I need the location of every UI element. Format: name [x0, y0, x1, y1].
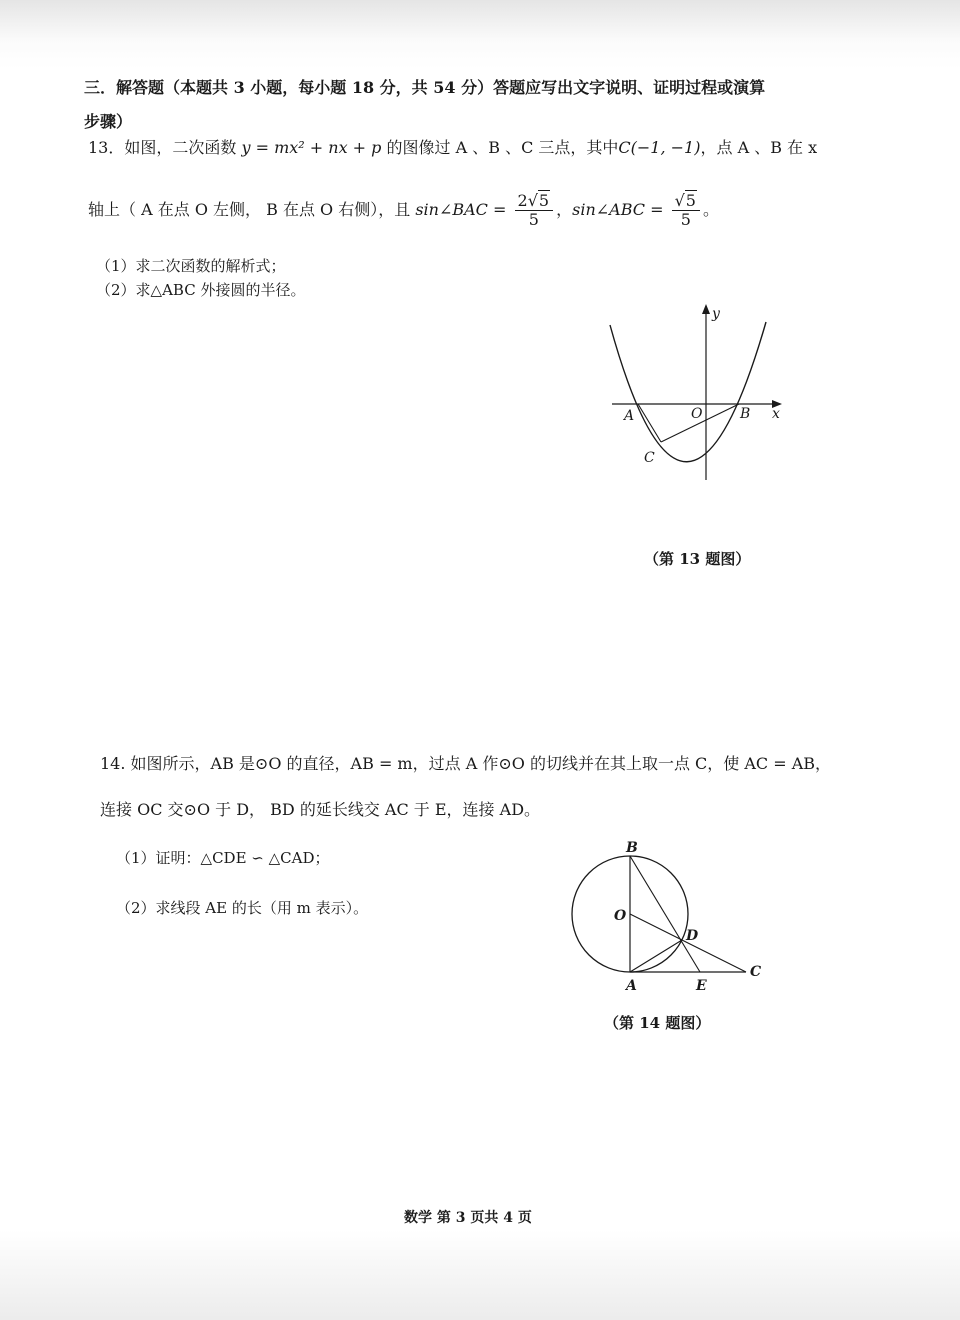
section-header [84, 76, 765, 100]
label-b: B [626, 840, 638, 856]
q14-statement-line2: 连接 OC 交⊙O 于 D， BD 的延长线交 AC 于 E，连接 AD。 [100, 800, 541, 819]
scan-shadow-top [0, 0, 960, 70]
label-o: O [614, 908, 627, 924]
label-c: C [750, 964, 762, 980]
q13-fraction-2sqrt5-over-5: $\frac{2√5}{5}$ [515, 192, 554, 229]
q14-part2: （2）求线段 AE 的长（用 m 表示）。 [116, 899, 369, 917]
label-c: C [644, 450, 655, 466]
q14-circle-figure [566, 836, 776, 996]
q13-point-c: C(−1, −1) [618, 138, 701, 157]
q14-statement-line1: 14. 如图所示，AB 是⊙O 的直径，AB = m，过点 A 作⊙O 的切线并在其上取一点 C，使 AC = AB， [100, 754, 832, 773]
label-o: O [691, 406, 703, 422]
label-d: D [686, 928, 699, 944]
q13-figure-caption: （第 13 题图） [644, 550, 751, 568]
q14-figure-caption: （第 14 题图） [604, 1014, 711, 1032]
scan-shadow-bottom [0, 1230, 960, 1320]
q14-part1: （1）证明：△CDE ∽ △CAD； [116, 849, 330, 867]
section-header-line1: 三．解答题（本题共 3 小题，每小题 18 分，共 54 分）答题应写出文字说明、证明过程或演算 [84, 78, 766, 97]
page-footer: 数学 第 3 页共 4 页 [404, 1210, 532, 1226]
section-header-line2: 步骤） [84, 112, 133, 131]
label-x: x [772, 406, 780, 422]
segment-ac [638, 404, 661, 442]
label-a: A [626, 978, 637, 994]
q13-statement-line1: 13．如图，二次函数 y = mx² + nx + p 的图像过 A 、B 、C 三点，其中C(−1, −1)，点 A 、B 在 x [88, 138, 818, 157]
q13-function-expression: y = mx² + nx + p [241, 138, 382, 157]
q13-part2: （2）求△ABC 外接圆的半径。 [96, 281, 306, 299]
label-a: A [624, 408, 635, 424]
parabola-curve [610, 322, 766, 462]
segment-be [630, 856, 700, 972]
q13-sin-abc: sin∠ABC = [572, 200, 664, 219]
q13-parabola-figure [600, 300, 790, 490]
q13-sin-bac: sin∠BAC = [415, 200, 507, 219]
label-y: y [712, 306, 720, 322]
label-e: E [696, 978, 707, 994]
q13-part1: （1）求二次函数的解析式； [96, 257, 286, 275]
segment-ad [630, 940, 682, 972]
y-axis-arrow [702, 304, 710, 314]
q13-fraction-sqrt5-over-5: $\frac{√5}{5}$ [672, 192, 700, 229]
label-b: B [740, 406, 751, 422]
q13-statement-line2: 轴上（ A 在点 O 左侧， B 在点 O 右侧），且 sin∠BAC = $\frac{2√5}{5}$ ，sin∠ABC = $\frac{√5}{5}$ 。 [88, 191, 719, 229]
